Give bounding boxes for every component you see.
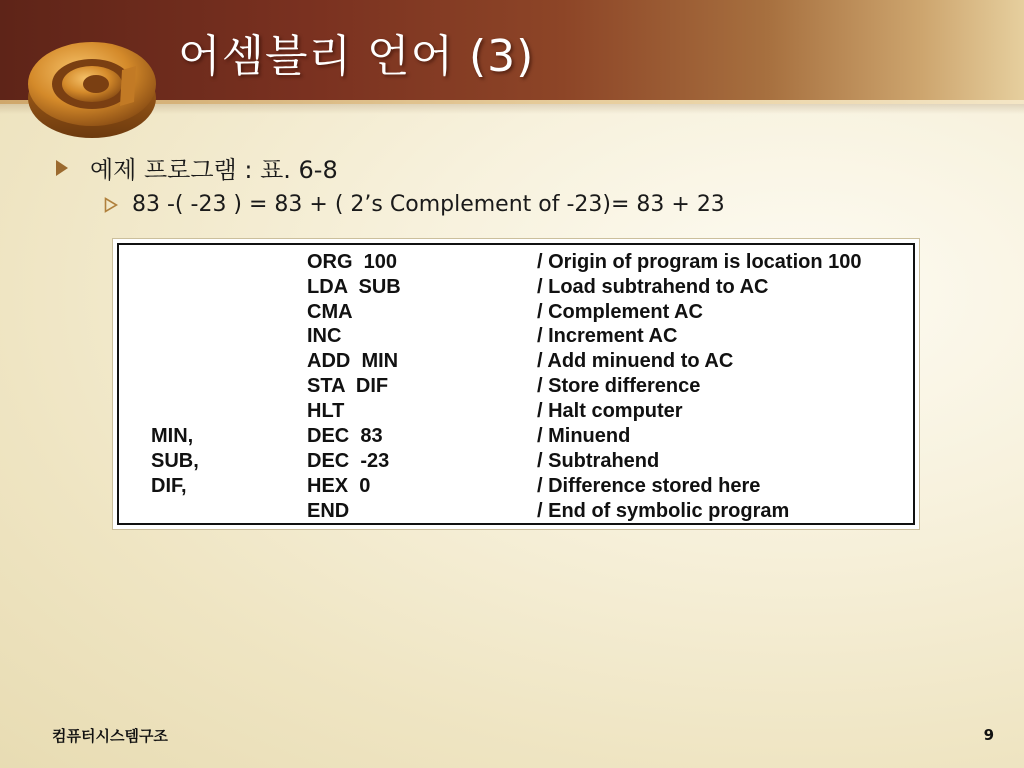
program-row [119,450,660,475]
row-comment: / Complement AC [537,301,703,323]
sub-bullet-item-equation [104,192,725,217]
row-comment: / Increment AC [537,325,678,347]
row-comment: / Halt computer [537,400,683,422]
row-instruction: HEX 0 [307,475,371,497]
row-label: DIF, [151,475,187,497]
row-instruction: ADD MIN [307,350,399,372]
row-comment: / Minuend [537,425,631,447]
filled-triangle-bullet-icon [56,160,68,176]
row-instruction: LDA SUB [307,276,401,298]
at-sign-logo-icon [18,14,168,144]
row-comment: / Difference stored here [537,475,761,497]
row-comment: / Store difference [537,375,701,397]
program-listing-border [117,243,915,525]
program-row [119,350,734,375]
program-listing-table [112,238,920,530]
program-row [119,325,678,350]
row-instruction: DEC -23 [307,450,390,472]
row-comment: / Load subtrahend to AC [537,276,769,298]
row-instruction: STA DIF [307,375,389,397]
bullet-text: 예제 프로그램 : 표. 6-8 [90,156,338,184]
row-instruction: INC [307,325,342,347]
program-row [119,375,701,400]
row-instruction: DEC 83 [307,425,383,447]
row-instruction: END [307,500,350,522]
program-row [119,301,703,326]
footer-page-number: 9 [983,726,994,744]
row-label: MIN, [151,425,194,447]
row-comment: / Add minuend to AC [537,350,734,372]
bullet-item-example-program [56,150,338,185]
row-label: SUB, [151,450,199,472]
row-instruction: HLT [307,400,345,422]
sub-bullet-text: 83 -( -23 ) = 83 + ( 2’s Complement of -23)= 83 + 23 [132,192,725,217]
row-comment: / Subtrahend [537,450,660,472]
row-instruction: ORG 100 [307,251,398,273]
outline-triangle-bullet-icon [104,197,118,213]
program-row [119,425,631,450]
program-row [119,400,683,425]
row-instruction: CMA [307,301,353,323]
slide-title: 어셈블리 언어 (3) [178,31,535,82]
program-row [119,475,761,500]
program-row [119,251,862,276]
row-comment: / Origin of program is location 100 [537,251,862,273]
program-row [119,500,790,525]
footer-course-name: 컴퓨터시스템구조 [52,727,168,745]
program-row [119,276,769,301]
row-comment: / End of symbolic program [537,500,790,522]
